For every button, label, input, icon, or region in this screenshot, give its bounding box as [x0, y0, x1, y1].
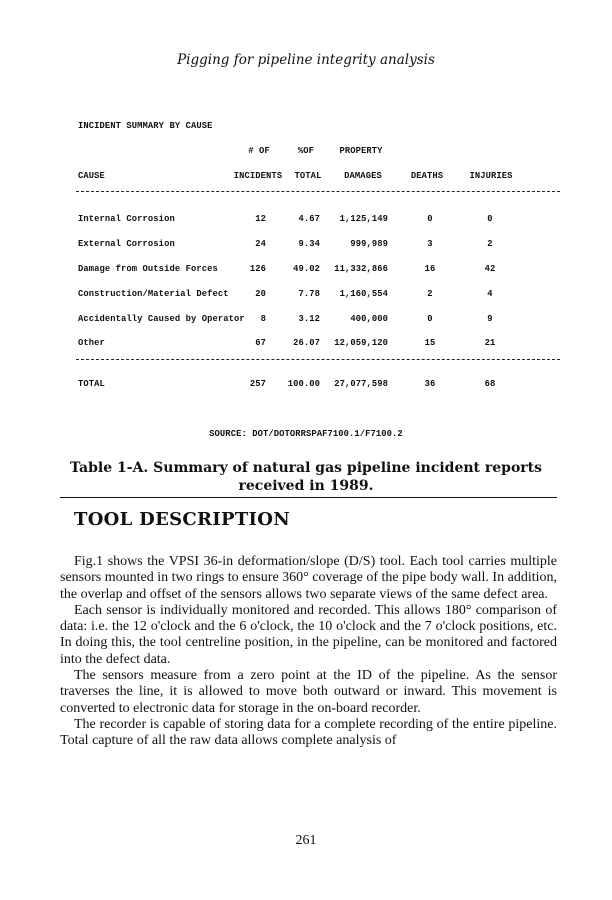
header-property: PROPERTY: [339, 146, 383, 156]
deaths-cell: 16: [424, 264, 436, 274]
deaths-cell: 2: [427, 289, 433, 299]
deaths-cell: 0: [427, 214, 433, 224]
total-incidents: 257: [249, 379, 266, 389]
header-injuries: INJURIES: [469, 171, 513, 181]
pct-cell: 3.12: [298, 314, 320, 324]
incidents-cell: 8: [260, 314, 266, 324]
incidents-cell: 24: [255, 239, 266, 249]
cause-cell: Internal Corrosion: [78, 214, 175, 224]
header-damages: DAMAGES: [344, 171, 382, 181]
pct-cell: 4.67: [298, 214, 320, 224]
incidents-cell: 67: [255, 338, 266, 348]
damages-cell: 12,059,120: [334, 338, 388, 348]
incidents-cell: 12: [255, 214, 266, 224]
table-source: SOURCE: DOT/DOTORRSPAF7100.1/F7100.2: [209, 429, 403, 439]
page-number: 261: [295, 833, 317, 848]
damages-cell: 1,125,149: [339, 214, 388, 224]
incidents-cell: 20: [255, 289, 266, 299]
injuries-cell: 9: [487, 314, 493, 324]
cause-cell: Construction/Material Defect: [78, 289, 229, 299]
paragraph: The recorder is capable of storing data for a complete recording of the entire pipeline. Total capture of all the raw data allows complete analysis of: [60, 716, 557, 749]
table-row: [0, 289, 612, 302]
table-title: INCIDENT SUMMARY BY CAUSE: [78, 121, 213, 131]
deaths-cell: 3: [427, 239, 433, 249]
header-incidents: INCIDENTS: [233, 171, 283, 181]
table-row: [0, 264, 612, 277]
header-total: TOTAL: [294, 171, 322, 181]
total-label: TOTAL: [78, 379, 105, 389]
cause-cell: External Corrosion: [78, 239, 175, 249]
total-damages: 27,077,598: [334, 379, 388, 389]
table-total-row: [0, 379, 612, 392]
damages-cell: 999,989: [350, 239, 388, 249]
injuries-cell: 4: [487, 289, 493, 299]
pct-cell: 26.07: [293, 338, 320, 348]
incidents-cell: 126: [249, 264, 266, 274]
pct-cell: 7.78: [298, 289, 320, 299]
paragraph: Fig.1 shows the VPSI 36-in deformation/slope (D/S) tool. Each tool carries multiple sensors mounted in two rings to ensure 360° coverage of the pipe body wall. In addition, the overlap and offset of the sensors allows two separate views of the same defect area.: [60, 554, 557, 602]
total-deaths: 36: [424, 379, 436, 389]
pct-cell: 9.34: [298, 239, 320, 249]
table-row: [0, 214, 612, 227]
header-deaths: DEATHS: [410, 171, 444, 181]
injuries-cell: 21: [484, 338, 496, 348]
damages-cell: 11,332,866: [334, 264, 388, 274]
pct-cell: 49.02: [293, 264, 320, 274]
paragraph: The sensors measure from a zero point at the ID of the pipeline. As the sensor traverses the line, it is allowed to move both outward or inward. This movement is converted to electronic data for storage in the on-board recorder.: [60, 668, 557, 716]
table-caption: [60, 459, 552, 495]
table-row: [0, 338, 612, 351]
injuries-cell: 2: [487, 239, 493, 249]
table-divider-top: [76, 191, 560, 192]
header-num-of: # OF: [248, 146, 270, 156]
deaths-cell: 15: [424, 338, 436, 348]
caption-rule: [60, 497, 557, 498]
cause-cell: Damage from Outside Forces: [78, 264, 218, 274]
injuries-cell: 0: [487, 214, 493, 224]
cause-cell: Other: [78, 338, 105, 348]
section-title: TOOL DESCRIPTION: [74, 509, 290, 530]
table-divider-bottom: [76, 359, 560, 360]
cause-cell: Accidentally Caused by Operator: [78, 314, 245, 324]
header-pct-of: %OF: [297, 146, 315, 156]
table-row: [0, 239, 612, 252]
injuries-cell: 42: [484, 264, 496, 274]
header-cause: CAUSE: [78, 171, 105, 181]
damages-cell: 400,000: [350, 314, 388, 324]
table-row: [0, 314, 612, 327]
damages-cell: 1,160,554: [339, 289, 388, 299]
total-injuries: 68: [484, 379, 496, 389]
running-header: Pigging for pipeline integrity analysis: [177, 52, 435, 68]
deaths-cell: 0: [427, 314, 433, 324]
total-pct: 100.00: [287, 379, 320, 389]
caption-line-2: received in 1989.: [238, 478, 374, 494]
paragraph: Each sensor is individually monitored and recorded. This allows 180° comparison of data: i.e. the 12 o'clock and the 6 o'clock, the 10 o'clock and the 7 o'clock positions, etc. In doing this, the tool centreline position, in the pipeline, can be monitored and factored into the defect data.: [60, 602, 557, 667]
body-text: [60, 554, 557, 750]
caption-line-1: Table 1-A. Summary of natural gas pipeline incident reports: [69, 460, 543, 476]
